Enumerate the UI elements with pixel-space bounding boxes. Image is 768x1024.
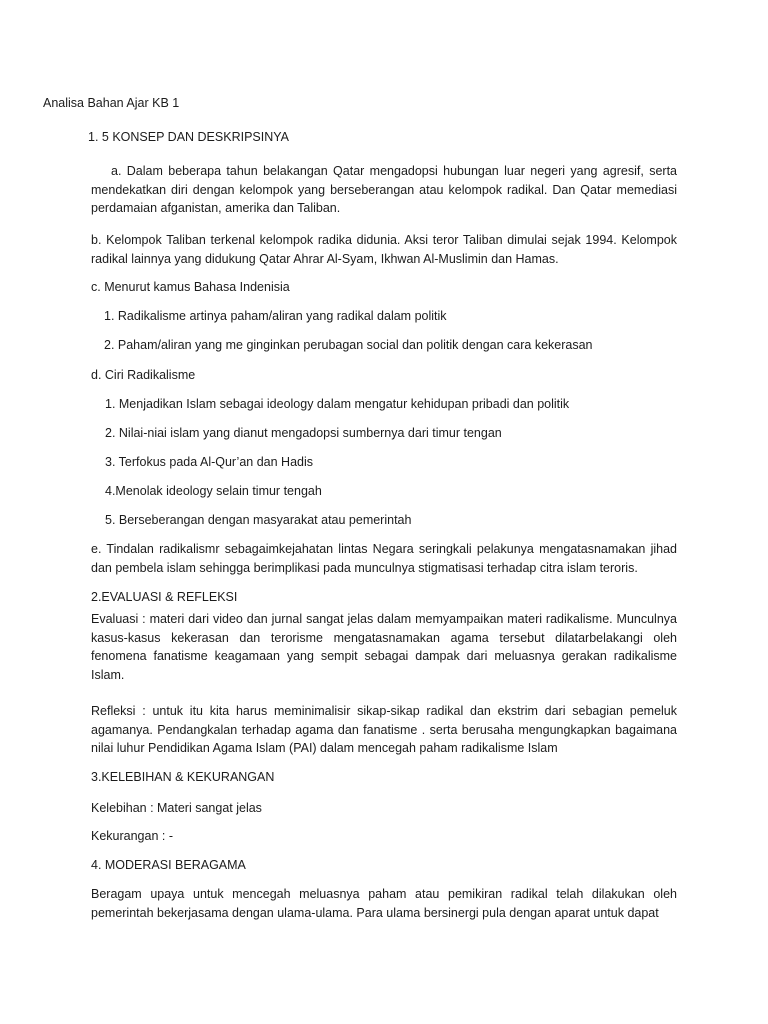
list-c-item-2: 2. Paham/aliran yang me ginginkan perubagan social dan politik dengan cara kekerasan <box>104 338 593 352</box>
list-d-item-4: 4.Menolak ideology selain timur tengah <box>105 484 322 498</box>
paragraph-a: a. Dalam beberapa tahun belakangan Qatar mengadopsi hubungan luar negeri yang agresif, serta mendekatkan diri dengan kelompok yang berseberangan atau kelompok radikal. Dan Qatar memediasi perdamaian afganistan, amerika dan Taliban. <box>91 164 677 215</box>
section-1-heading: 1. 5 KONSEP DAN DESKRIPSINYA <box>88 130 289 144</box>
list-d-item-2: 2. Nilai-niai islam yang dianut mengadopsi sumbernya dari timur tengan <box>105 426 502 440</box>
list-d-item-5: 5. Berseberangan dengan masyarakat atau pemerintah <box>105 513 412 527</box>
document-title: Analisa Bahan Ajar KB 1 <box>43 96 180 110</box>
section-4-heading: 4. MODERASI BERAGAMA <box>91 858 246 872</box>
section-2-heading: 2.EVALUASI & REFLEKSI <box>91 590 238 604</box>
paragraph-e: e. Tindalan radikalismr sebagaimkejahatan lintas Negara seringkali pelakunya mengatasnamakan jihad dan pembela islam sehingga berimplikasi pada munculnya stigmatisasi terhadap citra islam teroris. <box>91 542 677 575</box>
paragraph-refleksi: Refleksi : untuk itu kita harus meminimalisir sikap-sikap radikal dan ekstrim dari sebagian pemeluk agamanya. Pendangkalan terhadap agama dan fanatisme . serta berusaha mengungkapkan bagaimana nilai luhur Pendidikan Agama Islam (PAI) dalam mencegah paham radikalisme Islam <box>91 704 677 755</box>
kelebihan-line: Kelebihan : Materi sangat jelas <box>91 801 262 815</box>
paragraph-moderasi: Beragam upaya untuk mencegah meluasnya paham atau pemikiran radikal telah dilakukan oleh pemerintah bekerjasama dengan ulama-ulama. Para ulama bersinergi pula dengan aparat untuk dapat <box>91 887 677 920</box>
list-d-item-1: 1. Menjadikan Islam sebagai ideology dalam mengatur kehidupan pribadi dan politik <box>105 397 570 411</box>
section-3-heading: 3.KELEBIHAN & KEKURANGAN <box>91 770 275 784</box>
paragraph-b: b. Kelompok Taliban terkenal kelompok radika didunia. Aksi teror Taliban dimulai sejak 1994. Kelompok radikal lainnya yang didukung Qatar Ahrar Al-Syam, Ikhwan Al-Muslimin dan Hamas. <box>91 233 677 266</box>
list-d-heading: d. Ciri Radikalisme <box>91 368 196 382</box>
kekurangan-line: Kekurangan : - <box>91 829 173 843</box>
list-c-heading: c. Menurut kamus Bahasa Indenisia <box>91 280 290 294</box>
list-c-item-1: 1. Radikalisme artinya paham/aliran yang radikal dalam politik <box>104 309 447 323</box>
paragraph-evaluasi: Evaluasi : materi dari video dan jurnal sangat jelas dalam memyampaikan materi radikalisme. Munculnya kasus-kasus kekerasan dan terorisme mengatasnamakan agama tersebut dilatarbelakangi oleh fenomena fanatisme keagamaan yang sempit sebagai dampak dari meluasnya gerakan radikalisme Islam. <box>91 612 677 682</box>
list-d-item-3: 3. Terfokus pada Al-Qur’an dan Hadis <box>105 455 313 469</box>
